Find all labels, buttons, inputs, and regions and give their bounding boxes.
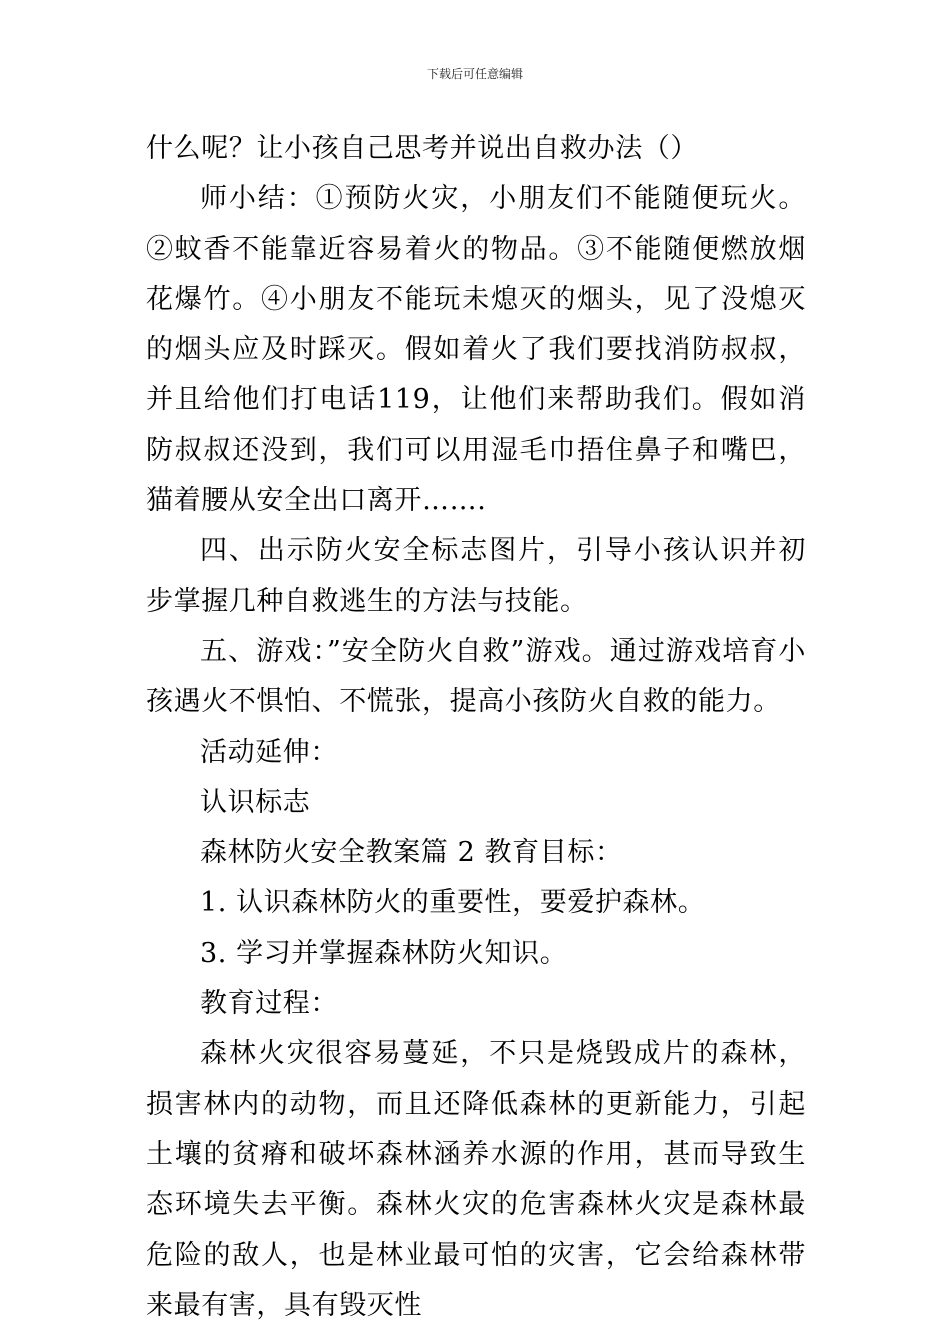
paragraph-step-four: 四、出示防火安全标志图片，引导小孩认识并初步掌握几种自救逃生的方法与技能。 bbox=[146, 535, 806, 617]
document-body bbox=[146, 124, 806, 1331]
paragraph-step-five: 五、游戏：”安全防火自救”游戏。通过游戏培育小孩遇火不惧怕、不慌张，提高小孩防火自救的能力。 bbox=[146, 635, 806, 718]
paragraph-forest-fire-harm: 森林火灾很容易蔓延，不只是烧毁成片的森林，损害林内的动物，而且还降低森林的更新能力，引起土壤的贫瘠和破坏森林涵养水源的作用，甚而导致生态环境失去平衡。森林火灾的危害森林火灾是森林最危险的敌人，也是林业最可怕的灾害，它会给森林带来最有害，具有毁灭性 bbox=[146, 1038, 806, 1321]
paragraph-lesson-two-goals: 森林防火安全教案篇 2 教育目标： bbox=[200, 837, 623, 869]
paragraph-process-heading: 教育过程： bbox=[200, 988, 338, 1020]
paragraph-activity-extension: 活动延伸： bbox=[200, 736, 338, 768]
paragraph-recognize-signs: 认识标志 bbox=[200, 786, 311, 818]
paragraph-goal-one: 1. 认识森林防火的重要性，要爱护森林。 bbox=[200, 887, 706, 919]
paragraph-goal-three: 3. 学习并掌握森林防火知识。 bbox=[200, 937, 568, 969]
paragraph-teacher-summary: 师小结：①预防火灾，小朋友们不能随便玩火。②蚊香不能靠近容易着火的物品。③不能随便燃放烟花爆竹。④小朋友不能玩未熄灭的烟头，见了没熄灭的烟头应及时踩灭。假如着火了我们要找消防叔叔，并且给他们打电话119，让他们来帮助我们。假如消防叔叔还没到，我们可以用湿毛巾捂住鼻子和嘴巴，猫着腰从安全出口离开……. bbox=[146, 183, 806, 517]
paragraph-continued: 什么呢？让小孩自己思考并说出自救办法（） bbox=[146, 133, 698, 164]
page-header-note: 下载后可任意编辑 bbox=[426, 67, 523, 81]
